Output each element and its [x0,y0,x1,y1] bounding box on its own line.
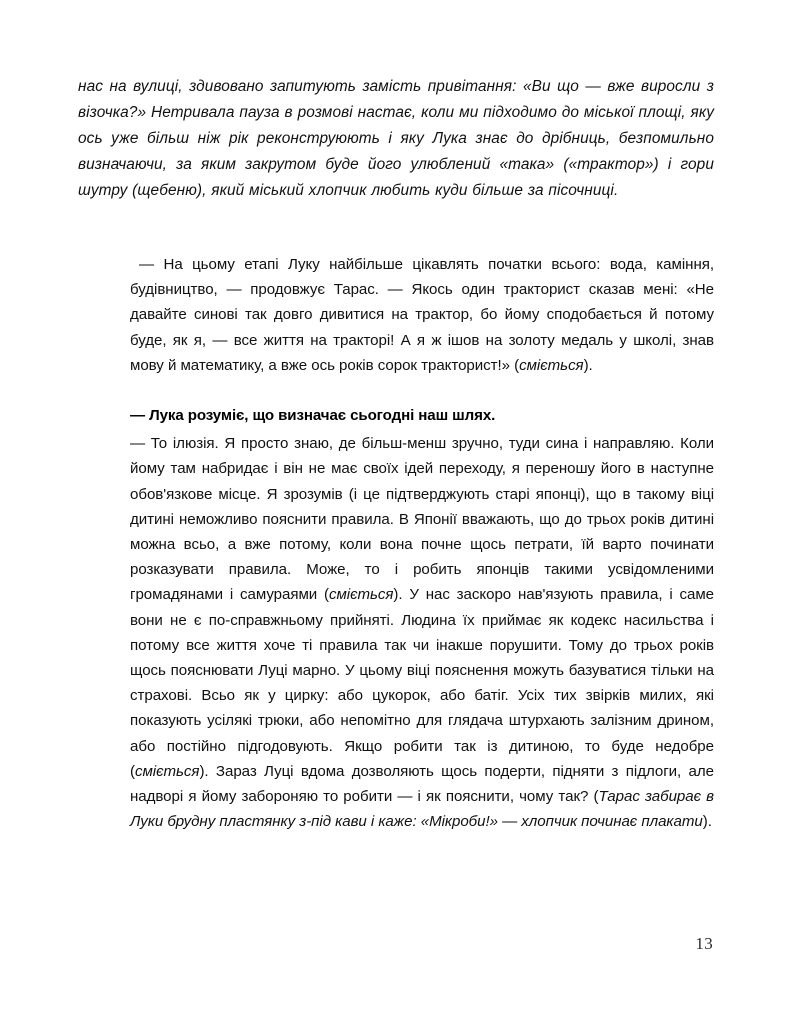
answer-two-text-part3: ). Зараз Луці вдома дозволяють щось подерти, підняти з підлоги, але надворі я йому забороняю то робити — і як пояснити, чому так? ( [130,762,714,806]
answer-two-stage-direction-1: сміється [328,586,394,604]
answer-paragraph-one [130,252,714,378]
page-number: 13 [695,934,713,953]
body-text-block [130,252,714,834]
answer-two-stage-direction-3: Тарас забирає в Луки брудну пластянку з-під кави і каже: «Мікроби!» — хлопчик починає плакати [130,788,715,831]
lead-paragraph-block [78,74,714,204]
interview-question: — Лука розуміє, що визначає сьогодні наш шлях. [130,407,496,425]
answer-one-text-part2: ). [583,356,593,374]
answer-paragraph-two [130,431,714,834]
lead-paragraph: нас на вулиці, здивовано запитують замість привітання: «Ви що — вже виросли з візочка?» Нетривала пауза в розмові настає, коли ми підходимо до міської площі, яку ось уже більш ніж рік реконструюють і яку Лука знає до дрібниць, безпомильно визначаючи, за яким закрутом буде його улюблений «така» («трактор») і гори шутру (щебеню), який міський хлопчик любить куди більше за пісочниці. [78,78,714,199]
answer-two-stage-direction-2: сміється [134,762,200,780]
answer-one-stage-direction-1: сміється [519,356,584,374]
answer-one-text-part1: — На цьому етапі Луку найбільше цікавлять початки всього: вода, каміння, будівництво, — продовжує Тарас. — Якось один тракторист сказав мені: «Не давайте синові так довго дивитися на трактор, бо йому сподобається й потому буде, як я, — все життя на тракторі! А я ж ішов на золоту медаль у школі, знав мову й математику, а вже ось років сорок тракторист!» ( [130,256,714,374]
answer-two-text-part1: — То ілюзія. Я просто знаю, де більш-менш зручно, туди сина і направляю. Коли йому там набридає і він не має своїх ідей переходу, я переношу його в наступне обов'язкове місце. Я зрозумів (і це підтверджують старі японці), що в такому віці дитині неможливо пояснити правила. В Японії вважають, що до трьох років дитині можна всьо, а вже потому, коли вона почне щось петрати, їй варто починати розказувати правила. Може, то і робить японців такими усвідомленими громадянами і самураями ( [130,435,714,604]
answer-two-text-part4: ). [702,813,712,831]
answer-two-text-part2: ). У нас заскоро нав'язують правила, і саме вони не є по-справжньому прийняті. Людина їх приймає як кодекс насильства і потому все життя хоче ті правила так чи інакше порушити. Тому до трьох років щось пояснювати Луці марно. У цьому віці пояснення можуть базуватися тільки на страхові. Всьо як у цирку: або цукорок, або батіг. Усіх тих звірків милих, які показують усілякі трюки, або непомітно для глядача штурхають залізним дрином, або постійно підгодовують. Якщо робити так із дитиною, то буде недобре ( [130,586,714,780]
